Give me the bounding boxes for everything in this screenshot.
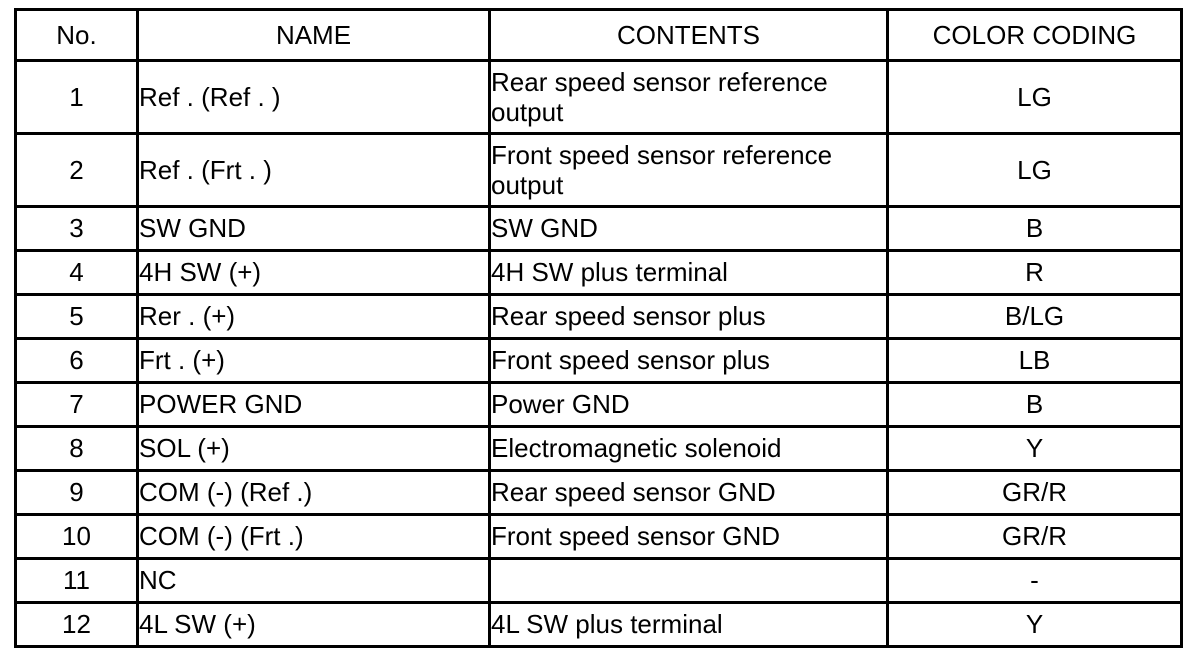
cell-no: 8	[16, 427, 138, 471]
cell-name: POWER GND	[138, 383, 490, 427]
cell-contents: Front speed sensor plus	[490, 339, 888, 383]
cell-color: B	[888, 383, 1182, 427]
column-header-name: NAME	[138, 10, 490, 61]
table-row	[16, 339, 1182, 383]
cell-contents: 4H SW plus terminal	[490, 251, 888, 295]
cell-contents: Rear speed sensor GND	[490, 471, 888, 515]
cell-contents: SW GND	[490, 207, 888, 251]
cell-no: 7	[16, 383, 138, 427]
table-row	[16, 207, 1182, 251]
table-header-row	[16, 10, 1182, 61]
cell-color: LB	[888, 339, 1182, 383]
cell-no: 1	[16, 61, 138, 134]
cell-name: SW GND	[138, 207, 490, 251]
cell-color: LG	[888, 134, 1182, 207]
cell-color: Y	[888, 603, 1182, 647]
cell-color: R	[888, 251, 1182, 295]
cell-name: 4L SW (+)	[138, 603, 490, 647]
cell-no: 9	[16, 471, 138, 515]
cell-contents: Front speed sensor GND	[490, 515, 888, 559]
table-row	[16, 471, 1182, 515]
table-row	[16, 515, 1182, 559]
column-header-contents: CONTENTS	[490, 10, 888, 61]
table-row	[16, 134, 1182, 207]
table-row	[16, 559, 1182, 603]
cell-name: Ref . (Ref . )	[138, 61, 490, 134]
cell-contents: Rear speed sensor plus	[490, 295, 888, 339]
cell-contents: Rear speed sensor reference output	[490, 61, 888, 134]
cell-no: 10	[16, 515, 138, 559]
cell-no: 2	[16, 134, 138, 207]
cell-color: GR/R	[888, 515, 1182, 559]
cell-color: -	[888, 559, 1182, 603]
table-row	[16, 383, 1182, 427]
cell-contents: Front speed sensor reference output	[490, 134, 888, 207]
cell-color: B/LG	[888, 295, 1182, 339]
table-row	[16, 427, 1182, 471]
connector-pinout-table	[14, 8, 1183, 648]
cell-no: 6	[16, 339, 138, 383]
cell-color: B	[888, 207, 1182, 251]
cell-color: GR/R	[888, 471, 1182, 515]
cell-no: 3	[16, 207, 138, 251]
cell-color: Y	[888, 427, 1182, 471]
cell-contents: Power GND	[490, 383, 888, 427]
cell-name: COM (-) (Ref .)	[138, 471, 490, 515]
cell-no: 11	[16, 559, 138, 603]
cell-contents: Electromagnetic solenoid	[490, 427, 888, 471]
column-header-color-coding: COLOR CODING	[888, 10, 1182, 61]
cell-name: NC	[138, 559, 490, 603]
cell-no: 4	[16, 251, 138, 295]
column-header-no: No.	[16, 10, 138, 61]
cell-name: Frt . (+)	[138, 339, 490, 383]
document-page	[0, 8, 1200, 648]
cell-name: COM (-) (Frt .)	[138, 515, 490, 559]
cell-name: 4H SW (+)	[138, 251, 490, 295]
table-row	[16, 295, 1182, 339]
cell-name: Rer . (+)	[138, 295, 490, 339]
cell-contents: 4L SW plus terminal	[490, 603, 888, 647]
cell-no: 12	[16, 603, 138, 647]
cell-color: LG	[888, 61, 1182, 134]
table-row	[16, 61, 1182, 134]
cell-no: 5	[16, 295, 138, 339]
table-row	[16, 251, 1182, 295]
table-header	[16, 10, 1182, 61]
table-body	[16, 61, 1182, 647]
cell-name: SOL (+)	[138, 427, 490, 471]
cell-name: Ref . (Frt . )	[138, 134, 490, 207]
cell-contents	[490, 559, 888, 603]
